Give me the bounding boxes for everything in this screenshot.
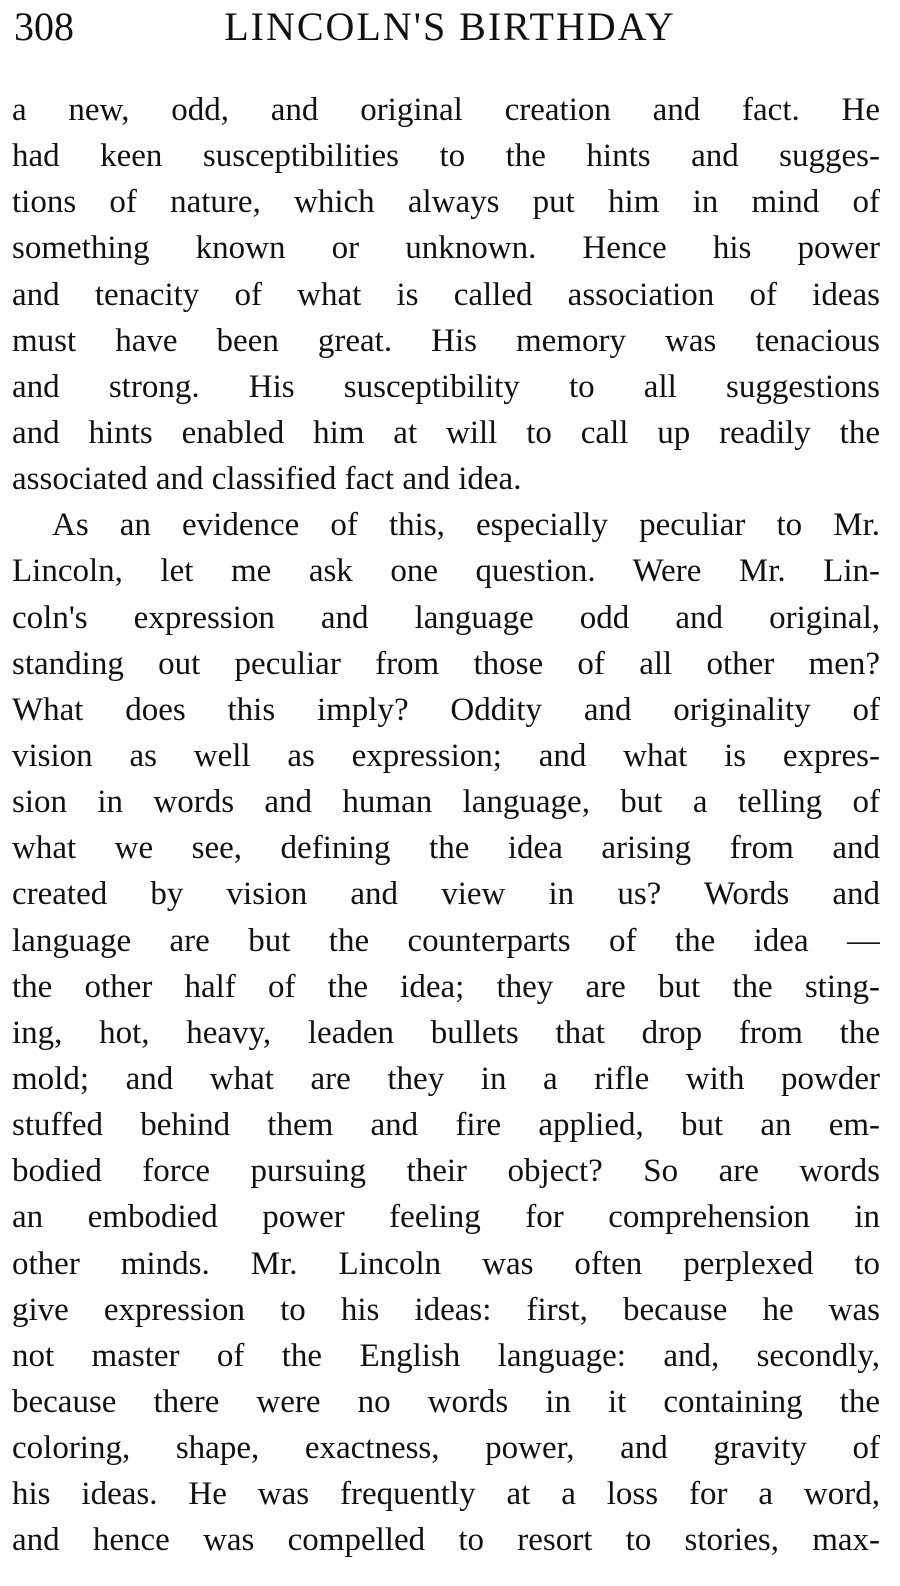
body-text bbox=[12, 87, 880, 1564]
paragraph-1 bbox=[12, 87, 880, 502]
text-line: because there were no words in it containing the bbox=[12, 1383, 880, 1420]
text-line: the other half of the idea; they are but the sting- bbox=[12, 968, 880, 1005]
text-line: ing, hot, heavy, leaden bullets that drop from the bbox=[12, 1014, 880, 1051]
text-line: something known or unknown. Hence his power bbox=[12, 230, 880, 267]
text-line: and strong. His susceptibility to all suggestions bbox=[12, 368, 880, 405]
text-line: As an evidence of this, especially peculiar to Mr. bbox=[52, 507, 880, 544]
text-line: and hence was compelled to resort to stories, max- bbox=[12, 1522, 880, 1559]
text-line: created by vision and view in us? Words and bbox=[12, 876, 880, 913]
text-line: what we see, defining the idea arising from and bbox=[12, 830, 880, 867]
text-line: not master of the English language: and, secondly, bbox=[12, 1337, 880, 1374]
text-line: and hints enabled him at will to call up readily the bbox=[12, 414, 880, 451]
text-line: had keen susceptibilities to the hints and sugges- bbox=[12, 138, 880, 175]
text-line: a new, odd, and original creation and fact. He bbox=[12, 92, 880, 128]
running-head bbox=[0, 0, 900, 60]
text-line: stuffed behind them and fire applied, but an em- bbox=[12, 1107, 880, 1144]
text-line: an embodied power feeling for comprehension in bbox=[12, 1199, 880, 1236]
text-line: language are but the counterparts of the idea — bbox=[12, 922, 880, 959]
text-line: his ideas. He was frequently at a loss for a word, bbox=[12, 1476, 880, 1513]
text-line: tions of nature, which always put him in mind of bbox=[12, 184, 880, 221]
page-number: 308 bbox=[14, 4, 74, 49]
text-line: sion in words and human language, but a telling of bbox=[12, 784, 880, 821]
text-line: What does this imply? Oddity and originality of bbox=[12, 691, 880, 728]
text-line: other minds. Mr. Lincoln was often perplexed to bbox=[12, 1245, 880, 1282]
text-line: associated and classified fact and idea. bbox=[12, 461, 522, 498]
text-line: must have been great. His memory was tenacious bbox=[12, 322, 880, 359]
running-title: LINCOLN'S BIRTHDAY bbox=[224, 4, 676, 49]
text-line: Lincoln, let me ask one question. Were Mr. Lin- bbox=[12, 553, 880, 590]
text-line: bodied force pursuing their object? So are words bbox=[12, 1153, 880, 1190]
paragraph-2 bbox=[12, 502, 880, 1563]
text-line: and tenacity of what is called association of ideas bbox=[12, 276, 880, 313]
text-line: coloring, shape, exactness, power, and gravity of bbox=[12, 1430, 880, 1467]
text-line: mold; and what are they in a rifle with powder bbox=[12, 1060, 880, 1097]
text-line: give expression to his ideas: first, because he was bbox=[12, 1291, 880, 1328]
text-line: coln's expression and language odd and original, bbox=[12, 599, 880, 636]
text-line: vision as well as expression; and what is expres- bbox=[12, 737, 880, 774]
text-line: standing out peculiar from those of all other men? bbox=[12, 645, 880, 682]
